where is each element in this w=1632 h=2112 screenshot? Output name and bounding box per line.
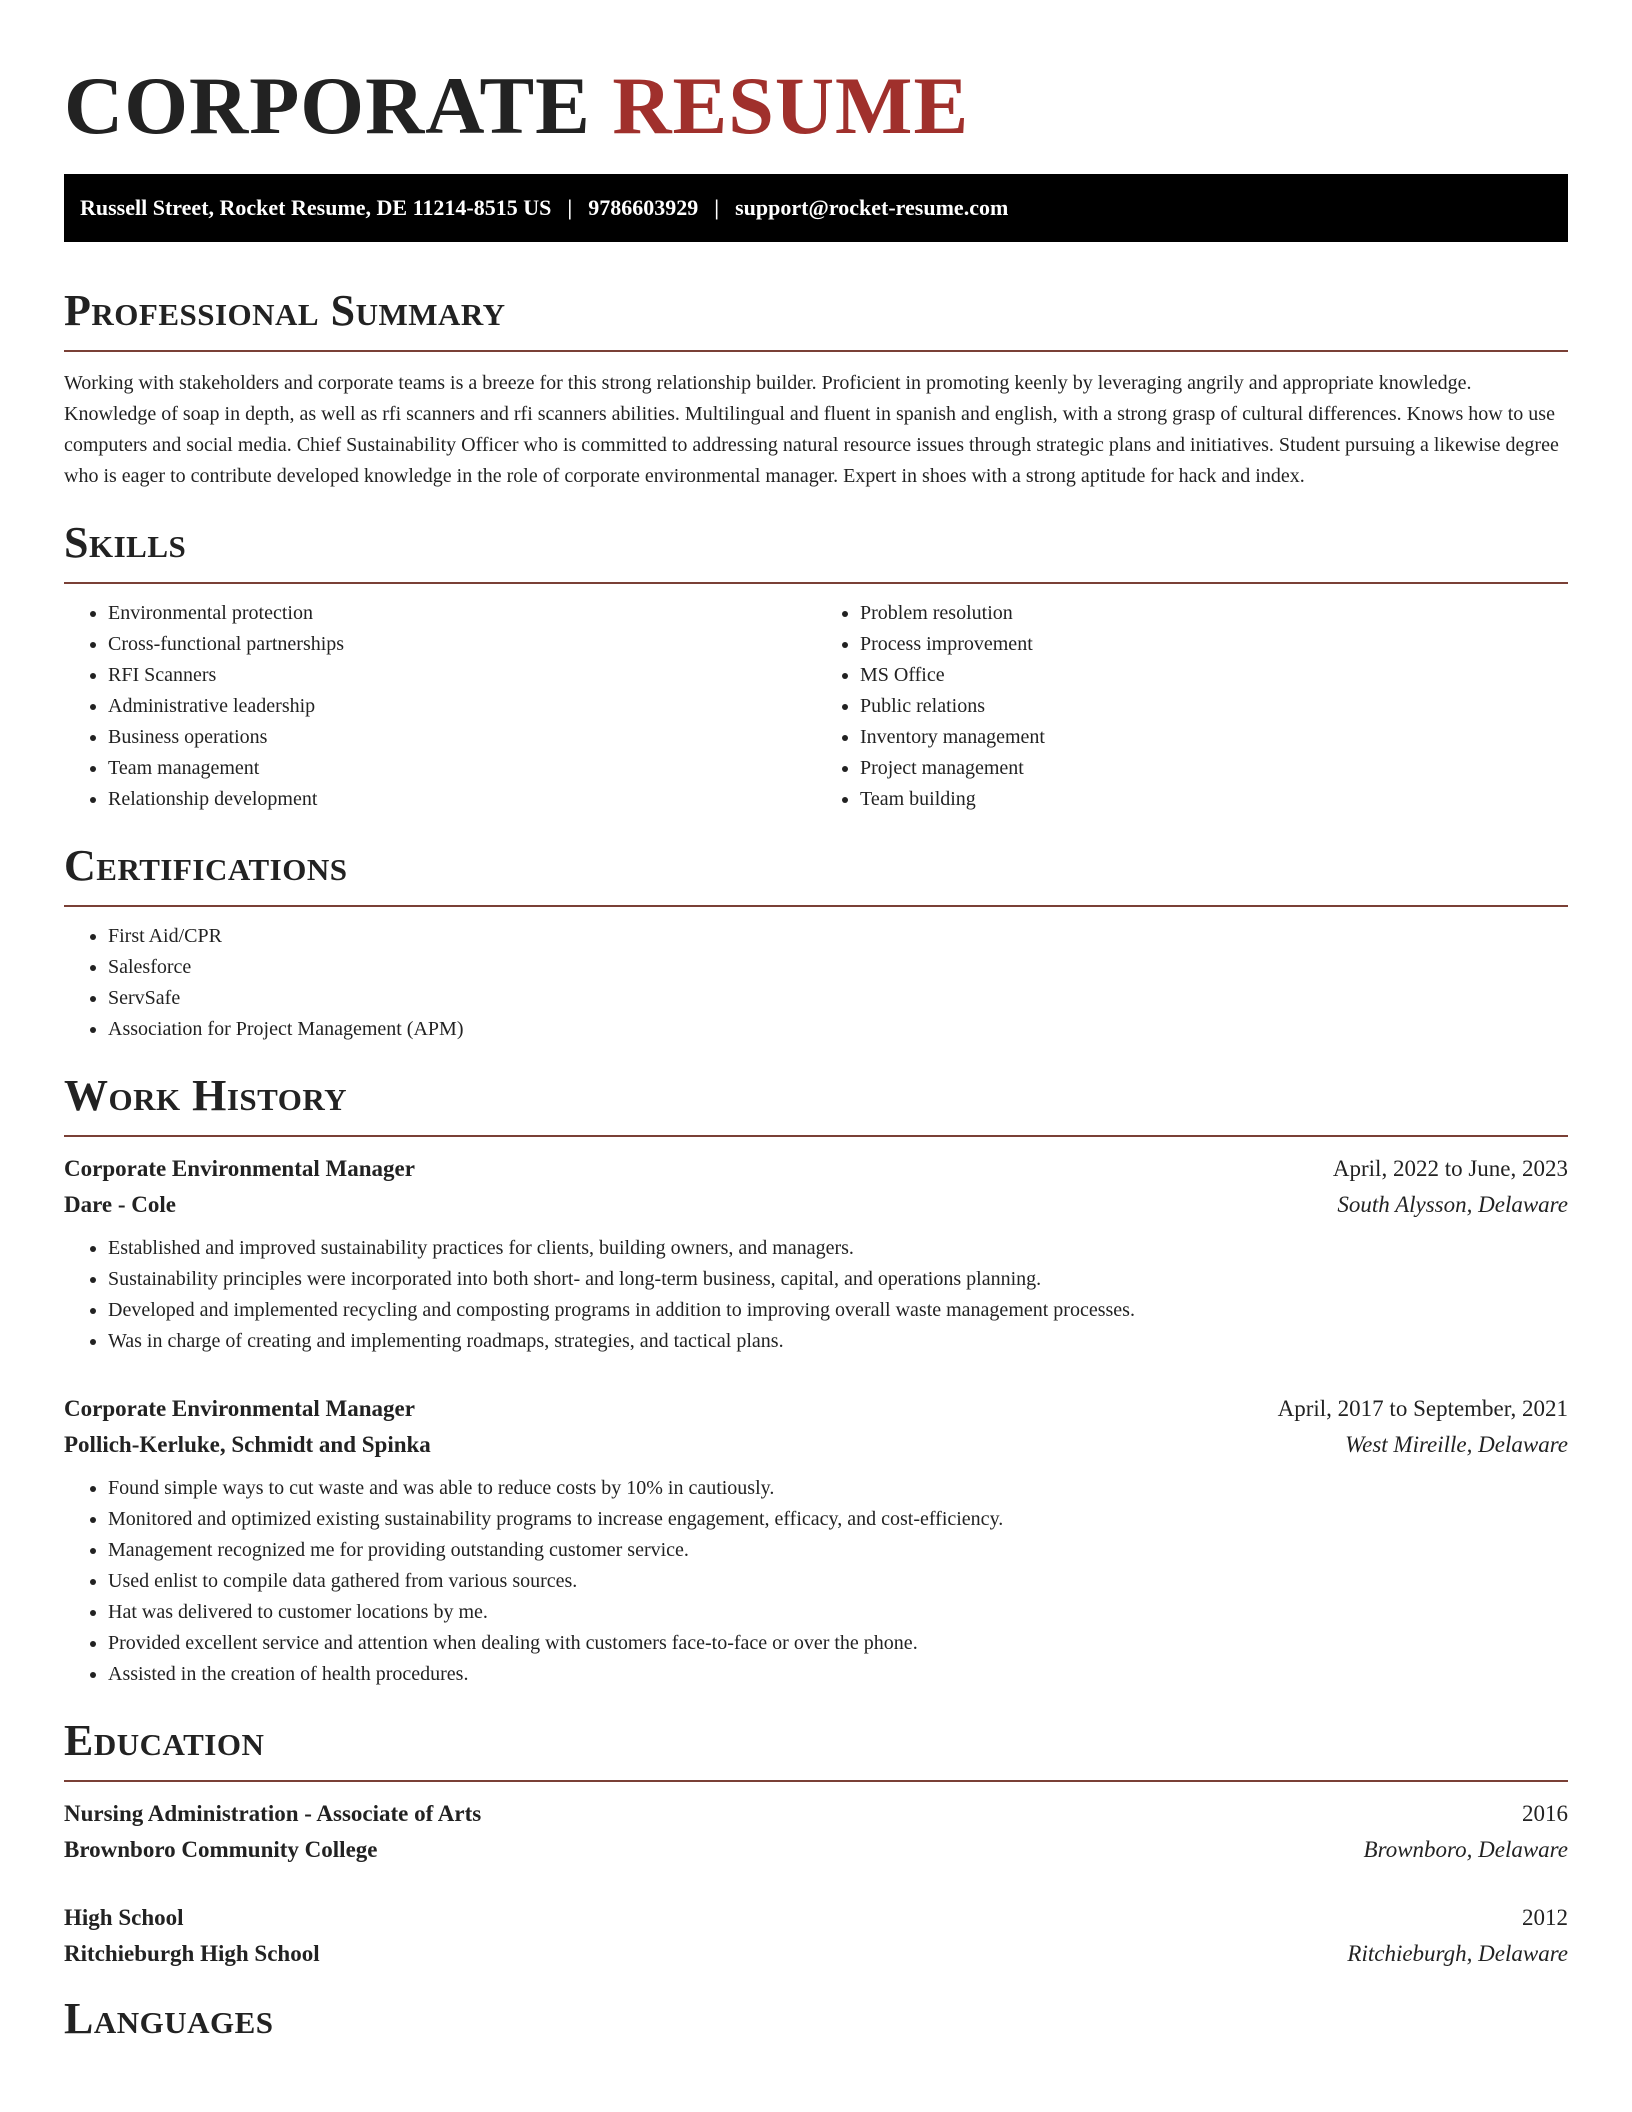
education-school: Brownboro Community College	[64, 1837, 378, 1862]
education-year: 2012	[1522, 1905, 1568, 1930]
certifications-section	[64, 841, 1568, 1045]
job-company: Dare - Cole	[64, 1192, 176, 1217]
skills-grid	[64, 584, 1568, 815]
education-section	[64, 1716, 1568, 1972]
job-bullet: • Monitored and optimized existing sustainability programs to increase engagement, efficacy, and cost-efficiency.	[108, 1504, 1568, 1535]
contact-separator: |	[567, 195, 573, 220]
skill-item: • RFI Scanners	[108, 660, 816, 691]
skills-section	[64, 518, 1568, 815]
skills-heading: Skills	[64, 518, 187, 567]
title-accent: RESUME	[612, 60, 970, 151]
skill-item: • Team building	[860, 784, 1568, 815]
title-main: CORPORATE	[64, 60, 591, 151]
contact-bar	[64, 174, 1568, 242]
skill-item: • Project management	[860, 753, 1568, 784]
education-location: Brownboro, Delaware	[1363, 1837, 1568, 1862]
languages-section	[64, 1994, 1568, 2044]
education-degree: High School	[64, 1905, 184, 1930]
job-entry	[64, 1151, 1568, 1357]
resume-title	[64, 0, 1568, 154]
work-history-section	[64, 1071, 1568, 1690]
certification-item: • First Aid/CPR	[108, 921, 1568, 952]
job-bullet: • Was in charge of creating and implementing roadmaps, strategies, and tactical plans.	[108, 1326, 1568, 1357]
job-bullet: • Sustainability principles were incorporated into both short- and long-term business, capital, and operations planning.	[108, 1264, 1568, 1295]
certification-item: • ServSafe	[108, 983, 1568, 1014]
job-bullet: • Found simple ways to cut waste and was able to reduce costs by 10% in cautiously.	[108, 1473, 1568, 1504]
skill-item: • Problem resolution	[860, 598, 1568, 629]
job-company-row	[64, 1187, 1568, 1223]
skill-item: • Cross-functional partnerships	[108, 629, 816, 660]
summary-text: Working with stakeholders and corporate teams is a breeze for this strong relationship builder. Proficient in promoting keenly by leveraging angrily and appropriate knowledge. Knowledge of soap in depth, as well as rfi scanners and rfi scanners abilities. Multilingual and fluent in spanish and english, with a strong grasp of cultural differences. Knows how to use computers and social media. Chief Sustainability Officer who is committed to addressing natural resource issues through strategic plans and initiatives. Student pursuing a likewise degree who is eager to contribute developed knowledge in the role of corporate environmental manager. Expert in shoes with a strong aptitude for hack and index.	[64, 372, 1559, 487]
skill-item: • Relationship development	[108, 784, 816, 815]
education-school: Ritchieburgh High School	[64, 1941, 320, 1966]
job-bullet: • Established and improved sustainability practices for clients, building owners, and managers.	[108, 1233, 1568, 1264]
education-entry	[64, 1900, 1568, 1972]
skill-item: • Business operations	[108, 722, 816, 753]
education-school-row	[64, 1936, 1568, 1972]
skill-item: • MS Office	[860, 660, 1568, 691]
education-location: Ritchieburgh, Delaware	[1347, 1941, 1568, 1966]
job-bullets	[64, 1473, 1568, 1690]
certifications-heading: Certifications	[64, 841, 348, 890]
job-bullet: • Provided excellent service and attention when dealing with customers face-to-face or over the phone.	[108, 1628, 1568, 1659]
job-bullet: • Used enlist to compile data gathered from various sources.	[108, 1566, 1568, 1597]
job-title: Corporate Environmental Manager	[64, 1156, 415, 1181]
section-divider	[64, 1780, 1568, 1782]
summary-heading: Professional Summary	[64, 286, 506, 335]
skills-list-left	[64, 598, 816, 815]
contact-phone: 9786603929	[588, 195, 699, 220]
education-header-row	[64, 1796, 1568, 1832]
job-entry	[64, 1391, 1568, 1690]
contact-separator: |	[714, 195, 720, 220]
certification-item: • Association for Project Management (APM)	[108, 1014, 1568, 1045]
education-entry	[64, 1796, 1568, 1868]
skill-item: • Administrative leadership	[108, 691, 816, 722]
job-title: Corporate Environmental Manager	[64, 1396, 415, 1421]
education-heading: Education	[64, 1716, 265, 1765]
skill-item: • Process improvement	[860, 629, 1568, 660]
section-divider	[64, 350, 1568, 352]
contact-address: Russell Street, Rocket Resume, DE 11214-8515 US	[80, 195, 552, 220]
certifications-list	[64, 921, 1568, 1045]
job-bullet: • Hat was delivered to customer locations by me.	[108, 1597, 1568, 1628]
work-history-heading: Work History	[64, 1071, 348, 1120]
job-location: West Mireille, Delaware	[1345, 1432, 1568, 1457]
education-header-row	[64, 1900, 1568, 1936]
certification-item: • Salesforce	[108, 952, 1568, 983]
contact-email: support@rocket-resume.com	[735, 195, 1009, 220]
job-bullets	[64, 1233, 1568, 1357]
job-header-row	[64, 1391, 1568, 1427]
section-divider	[64, 905, 1568, 907]
job-bullet: • Management recognized me for providing outstanding customer service.	[108, 1535, 1568, 1566]
education-school-row	[64, 1832, 1568, 1868]
skills-list-right	[816, 598, 1568, 815]
job-header-row	[64, 1151, 1568, 1187]
job-bullet: • Developed and implemented recycling and composting programs in addition to improving overall waste management processes.	[108, 1295, 1568, 1326]
education-degree: Nursing Administration - Associate of Arts	[64, 1801, 482, 1826]
education-year: 2016	[1522, 1801, 1568, 1826]
job-dates: April, 2017 to September, 2021	[1277, 1396, 1568, 1421]
languages-heading: Languages	[64, 1994, 274, 2043]
summary-section	[64, 286, 1568, 492]
job-company-row	[64, 1427, 1568, 1463]
job-location: South Alysson, Delaware	[1337, 1192, 1568, 1217]
skill-item: • Inventory management	[860, 722, 1568, 753]
job-bullet: • Assisted in the creation of health procedures.	[108, 1659, 1568, 1690]
job-dates: April, 2022 to June, 2023	[1332, 1156, 1568, 1181]
skill-item: • Public relations	[860, 691, 1568, 722]
skill-item: • Environmental protection	[108, 598, 816, 629]
section-divider	[64, 1135, 1568, 1137]
skill-item: • Team management	[108, 753, 816, 784]
job-company: Pollich-Kerluke, Schmidt and Spinka	[64, 1432, 431, 1457]
